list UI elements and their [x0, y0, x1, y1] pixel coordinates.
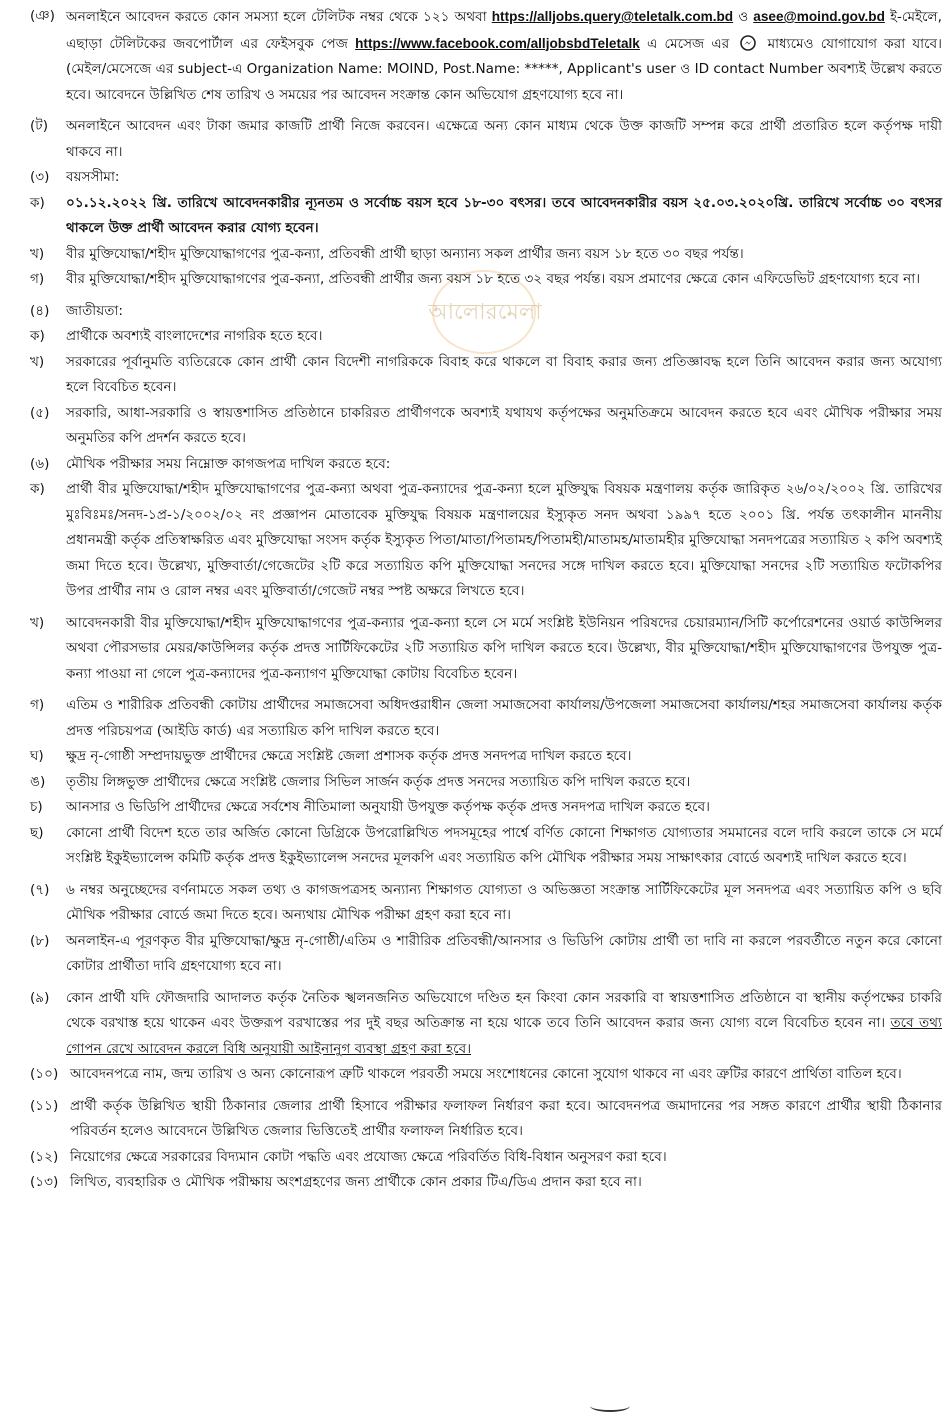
section-self-apply — [30, 114, 942, 165]
list-item: ক) ০১.১২.২০২২ খ্রি. তারিখে আবেদনকারীর ন্যূনতম ও সর্বোচ্চ বয়স হবে ১৮-৩০ বৎসর। তবে আবেদনকারীর বয়স ২৫.০৩.২০২০খ্রি. তারিখে সর্বোচ্চ ৩০ বৎসর থাকলে উক্ত প্রার্থী আবেদন করার যোগ্য হবেন। — [30, 194, 942, 236]
list-item: গ) বীর মুক্তিযোদ্ধা/শহীদ মুক্তিযোদ্ধাগণের পুত্র-কন্যা, প্রতিবন্ধী প্রার্থীর জন্য বয়স ১৮ হতে ৩২ বছর পর্যন্ত। বয়স প্রমাণের ক্ষেত্রে কোন এফিডেভিট গ্রহণযোগ্য হবে না। — [30, 271, 921, 287]
list-item: ছ) কোনো প্রার্থী বিদেশ হতে তার অর্জিত কোনো ডিগ্রিকে উপরোল্লিখিত পদসমূহের পার্শ্বে বর্ণিত কোনো শিক্ষাগত যোগ্যতার সমমানের বলে দাবি করলে তাকে সে মর্মে সংশ্লিষ্ট ইকুইভ্যালেন্স কমিটি কর্তৃক প্রদত্ত ইকুইভ্যালেন্স সনদের মূলকপি এবং সত্যায়িত কপি মৌখিক পরীক্ষার সময় সাক্ষাৎকার বোর্ডে অবশ্যই দাখিল করতে হবে। — [30, 824, 942, 866]
section-employed-applicants: (৫) সরকারি, আধা-সরকারি ও স্বায়ত্তশাসিত প্রতিষ্ঠানে চাকরিরত প্রার্থীগণকে অবশ্যই যথাযথ কর্তৃপক্ষের অনুমতিক্রমে আবেদন করতে হবে এবং মৌখিক পরীক্ষার সময় অনুমতির কপি প্রদর্শন করতে হবে। — [30, 401, 942, 452]
section-marker: (৯) — [30, 989, 50, 1006]
section-text: অনলাইনে আবেদন করতে কোন সমস্যা হলে টেলিটক নম্বর থেকে ১২১ অথবা https://alljobs.query@teletalk.com.bd ও asee@moind.gov.bd ই-মেইলে, এছাড়া টেলিটকের জবপোর্টাল এর ফেইসবুক পেজ https://www.facebook.com/alljobsbdTeletalk এ মেসেজ এর মাধ্যমেও যোগাযোগ করা যাবে। (মেইল/মেসেজে এর subject-এ Organization Name: MOIND, Post.Name: *****, Applicant's user ও ID contact Number অবশ্যই উল্লেখ করতে হবে। আবেদনে উল্লিখিত শেষ তারিখ ও সময়ের পর আবেদন সংক্রান্ত কোন অভিযোগ গ্রহণযোগ্য হবে না। — [66, 9, 942, 103]
signature-stroke — [590, 1400, 630, 1412]
section-viva-documents — [30, 452, 942, 478]
section-marker: (৩) — [30, 169, 50, 185]
section-marker: (ঞ) — [30, 8, 55, 24]
section-marker: (১৩) — [30, 1174, 59, 1190]
section-marker: (১১) — [30, 1097, 59, 1114]
list-item: চ) আনসার ও ভিডিপি প্রার্থীদের ক্ষেত্রে সর্বশেষ নীতিমালা অনুযায়ী উপযুক্ত কর্তৃপক্ষ কর্তৃক প্রদত্ত সনদপত্র দাখিল করতে হবে। — [30, 799, 711, 815]
section-marker: (১২) — [30, 1148, 59, 1165]
section-heading: মৌখিক পরীক্ষার সময় নিম্নোক্ত কাগজপত্র দাখিল করতে হবে: — [66, 455, 391, 472]
section-criminal-record: (৯) কোন প্রার্থী যদি ফৌজদারি আদালত কর্তৃক নৈতিক স্খলনজনিত অভিযোগে দণ্ডিত হন কিংবা কোন সরকারি বা স্বায়ত্তশাসিত প্রতিষ্ঠানে বা স্থানীয় কর্তৃপক্ষের চাকরি থেকে বরখাস্ত হয়ে থাকেন এবং উক্তরূপ বরখাস্তের পর দুই বছর অতিক্রান্ত না হয়ে থাকে তবে তিনি আবেদন করার জন্য যোগ্য বলে বিবেচিত হবেন না। তবে তথ্য গোপন রেখে আবেদন করলে বিধি অনুযায়ী আইনানুগ ব্যবস্থা গ্রহণ করা হবে। — [30, 986, 942, 1063]
section-contact — [30, 4, 942, 108]
list-item: ঙ) তৃতীয় লিঙ্গভুক্ত প্রার্থীদের ক্ষেত্রে সংশ্লিষ্ট জেলার সিভিল সার্জন কর্তৃক প্রদত্ত সনদের সত্যায়িত কপি দাখিল করতে হবে। — [30, 773, 691, 790]
section-age-limit — [30, 165, 942, 191]
section-marker: (৫) — [30, 404, 50, 421]
watermark-text: আলোরমেলা — [428, 300, 542, 325]
section-marker: (৪) — [30, 302, 50, 319]
list-item: গ) এতিম ও শারীরিক প্রতিবন্ধী কোটায় প্রার্থীদের সমাজসেবা অধিদপ্তরাধীন জেলা সমাজসেবা কার্যালয়/উপজেলা সমাজসেবা কার্যালয়/শহর সমাজসেবা কার্যালয় কর্তৃক প্রদত্ত পরিচয়পত্র (আইডি কার্ড) এর সত্যায়িত কপি দাখিল করতে হবে। — [30, 697, 942, 739]
section-marker: (৬) — [30, 455, 50, 472]
facebook-page-link[interactable]: https://www.facebook.com/alljobsbdTeletalk — [355, 35, 640, 51]
list-item: ক) প্রার্থীকে অবশ্যই বাংলাদেশের নাগরিক হতে হবে। — [30, 328, 323, 344]
moind-email-link[interactable]: asee@moind.gov.bd — [753, 9, 885, 24]
list-item: খ) বীর মুক্তিযোদ্ধা/শহীদ মুক্তিযোদ্ধাগণের পুত্র-কন্যা, প্রতিবন্ধী প্রার্থী ছাড়া অন্যান্য সকল প্রার্থীর জন্য বয়স ১৮ হতে ৩০ বছর পর্যন্ত। — [30, 245, 744, 262]
section-marker: (ট) — [30, 118, 49, 134]
messenger-icon — [740, 35, 756, 51]
section-heading: জাতীয়তা: — [66, 302, 123, 319]
section-text: অনলাইনে আবেদন এবং টাকা জমার কাজটি প্রার্থী নিজে করবেন। এক্ষেত্রে অন্য কোন মাধ্যম থেকে উক্ত কাজটি সম্পন্ন করে প্রার্থী প্রতারিত হলে কর্তৃপক্ষ দায়ী থাকবে না। — [66, 118, 942, 160]
section-marker: (৭) — [30, 881, 50, 898]
section-no-ta-da: (১৩) লিখিত, ব্যবহারিক ও মৌখিক পরীক্ষায় অংশগ্রহণের জন্য প্রার্থীকে কোন প্রকার টিএ/ডিএ প্রদান করা হবে না। — [30, 1170, 942, 1196]
query-email-link[interactable]: https://alljobs.query@teletalk.com.bd — [491, 9, 734, 24]
list-item: ঘ) ক্ষুদ্র নৃ-গোষ্ঠী সম্প্রদায়ভুক্ত প্রার্থীদের ক্ষেত্রে সংশ্লিষ্ট জেলা প্রশাসক কর্তৃক প্রদত্ত সনদপত্র দাখিল করতে হবে। — [30, 748, 632, 764]
list-item: খ) আবেদনকারী বীর মুক্তিযোদ্ধা/শহীদ মুক্তিযোদ্ধাগণের পুত্র-কন্যার পুত্র-কন্যা হলে সে মর্মে সংশ্লিষ্ট ইউনিয়ন পরিষদের চেয়ারম্যান/সিটি কর্পোরেশনের ওয়ার্ড কাউন্সিলর অথবা পৌরসভার মেয়র/কাউন্সিলর কর্তৃক প্রদত্ত সার্টিফিকেটের ২টি সত্যায়িত কপি দাখিল করতে হবে। উল্লেখ্য, বীর মুক্তিযোদ্ধা/শহীদ মুক্তিযোদ্ধাগণের উপযুক্ত পুত্র-কন্যা পাওয়া না গেলে পুত্র-কন্যাদের পুত্র-কন্যাগণ মুক্তিযোদ্ধা কোটায় বিবেচিত হবেন। — [30, 614, 942, 682]
section-original-certificates: (৭) ৬ নম্বর অনুচ্ছেদের বর্ণনামতে সকল তথ্য ও কাগজপত্রসহ অন্যান্য শিক্ষাগত যোগ্যতা ও অভিজ্ঞতা সংক্রান্ত সার্টিফিকেটের মূল সনদপত্র এবং সত্যায়িত কপি ও ছবি মৌখিক পরীক্ষার বোর্ডে জমা দিতে হবে। অন্যথায় মৌখিক পরীক্ষা গ্রহণ করা হবে না। — [30, 878, 942, 929]
section-marker: (১০) — [30, 1066, 59, 1082]
list-item: ক) প্রার্থী বীর মুক্তিযোদ্ধা/শহীদ মুক্তিযোদ্ধাগণের পুত্র-কন্যা অথবা পুত্র-কন্যাদের পুত্র-কন্যা হলে মুক্তিযুদ্ধ বিষয়ক মন্ত্রণালয় কর্তৃক জারিকৃত ২৬/০২/২০০২ খ্রি. তারিখের মুঃবিঃমঃ/সনদ-১প্র-১/২০০২/০২ নং প্রজ্ঞাপন মোতাবেক মুক্তিযুদ্ধ বিষয়ক মন্ত্রণালয়ের ইস্যুকৃত সনদ অথবা ১৯৯৭ হতে ২০০১ খ্রি. পর্যন্ত তৎকালীন মাননীয় প্রধানমন্ত্রী কর্তৃক প্রতিস্বাক্ষরিত এবং মুক্তিযোদ্ধা সংসদ কর্তৃক ইস্যুকৃত পিতা/মাতা/পিতামহ/পিতামহী/মাতামহ/মাতামহীর মুক্তিযোদ্ধা সনদপত্রের সত্যায়িত ২ কপি অবশ্যই জমা দিতে হবে। উল্লেখ্য, মুক্তিবার্তা/গেজেটের ২টি করে সত্যায়িত কপি মুক্তিযোদ্ধা সনদের সঙ্গে দাখিল করতে হবে। মুক্তিযোদ্ধা সনদের ২টি সত্যায়িত ফটোকপির উপর প্রার্থীর নাম ও রোল নম্বর এবং মুক্তিবার্তা/গেজেট নম্বর স্পষ্ট অক্ষরে লিখতে হবে। — [30, 481, 942, 599]
section-quota-claim: (৮) অনলাইন-এ পূরণকৃত বীর মুক্তিযোদ্ধা/ক্ষুদ্র নৃ-গোষ্ঠী/এতিম ও শারীরিক প্রতিবন্ধী/আনসার ও ভিডিপি কোটায় প্রার্থী তা দাবি না করলে পরবর্তীতে নতুন করে কোনো কোটার প্রার্থীতা দাবি গ্রহণযোগ্য হবে না। — [30, 929, 942, 980]
notice-page — [30, 4, 942, 1196]
section-heading: বয়সসীমা: — [66, 169, 120, 185]
section-nationality — [30, 299, 942, 325]
section-application-errors: (১০) আবেদনপত্রে নাম, জন্ম তারিখ ও অন্য কোনোরূপ ত্রুটি থাকলে পরবর্তী সময়ে সংশোধনের কোনো সুযোগ থাকবে না এবং ত্রুটির কারণে প্রার্থিতা বাতিল হবে। — [30, 1062, 942, 1088]
section-quota-system: (১২) নিয়োগের ক্ষেত্রে সরকারের বিদ্যমান কোটা পদ্ধতি এবং প্রযোজ্য ক্ষেত্রে পরিবর্তিত বিধি-বিধান অনুসরণ করা হবে। — [30, 1145, 942, 1171]
section-permanent-address: (১১) প্রার্থী কর্তৃক উল্লিখিত স্থায়ী ঠিকানার জেলার প্রার্থী হিসাবে পরীক্ষার ফলাফল নির্ধারণ করা হবে। আবেদনপত্র জমাদানের পর সঙ্গত কারণে প্রার্থীর স্থায়ী ঠিকানার পরিবর্তন হলেও আবেদনে উল্লিখিত জেলার ভিত্তিতেই প্রার্থীর ফলাফল নির্ধারিত হবে। — [30, 1094, 942, 1145]
list-item: খ) সরকারের পূর্বানুমতি ব্যতিরেকে কোন প্রার্থী কোন বিদেশী নাগরিককে বিবাহ করে থাকলে বা বিবাহ করার জন্য প্রতিজ্ঞাবদ্ধ হলে তিনি আবেদন করার জন্য অযোগ্য হলে বিবেচিত হবেন। — [30, 353, 942, 395]
section-marker: (৮) — [30, 932, 50, 949]
legal-action-note: তবে তথ্য গোপন রেখে আবেদন করলে বিধি অনুযায়ী আইনানুগ ব্যবস্থা গ্রহণ করা হবে। — [66, 1015, 942, 1057]
